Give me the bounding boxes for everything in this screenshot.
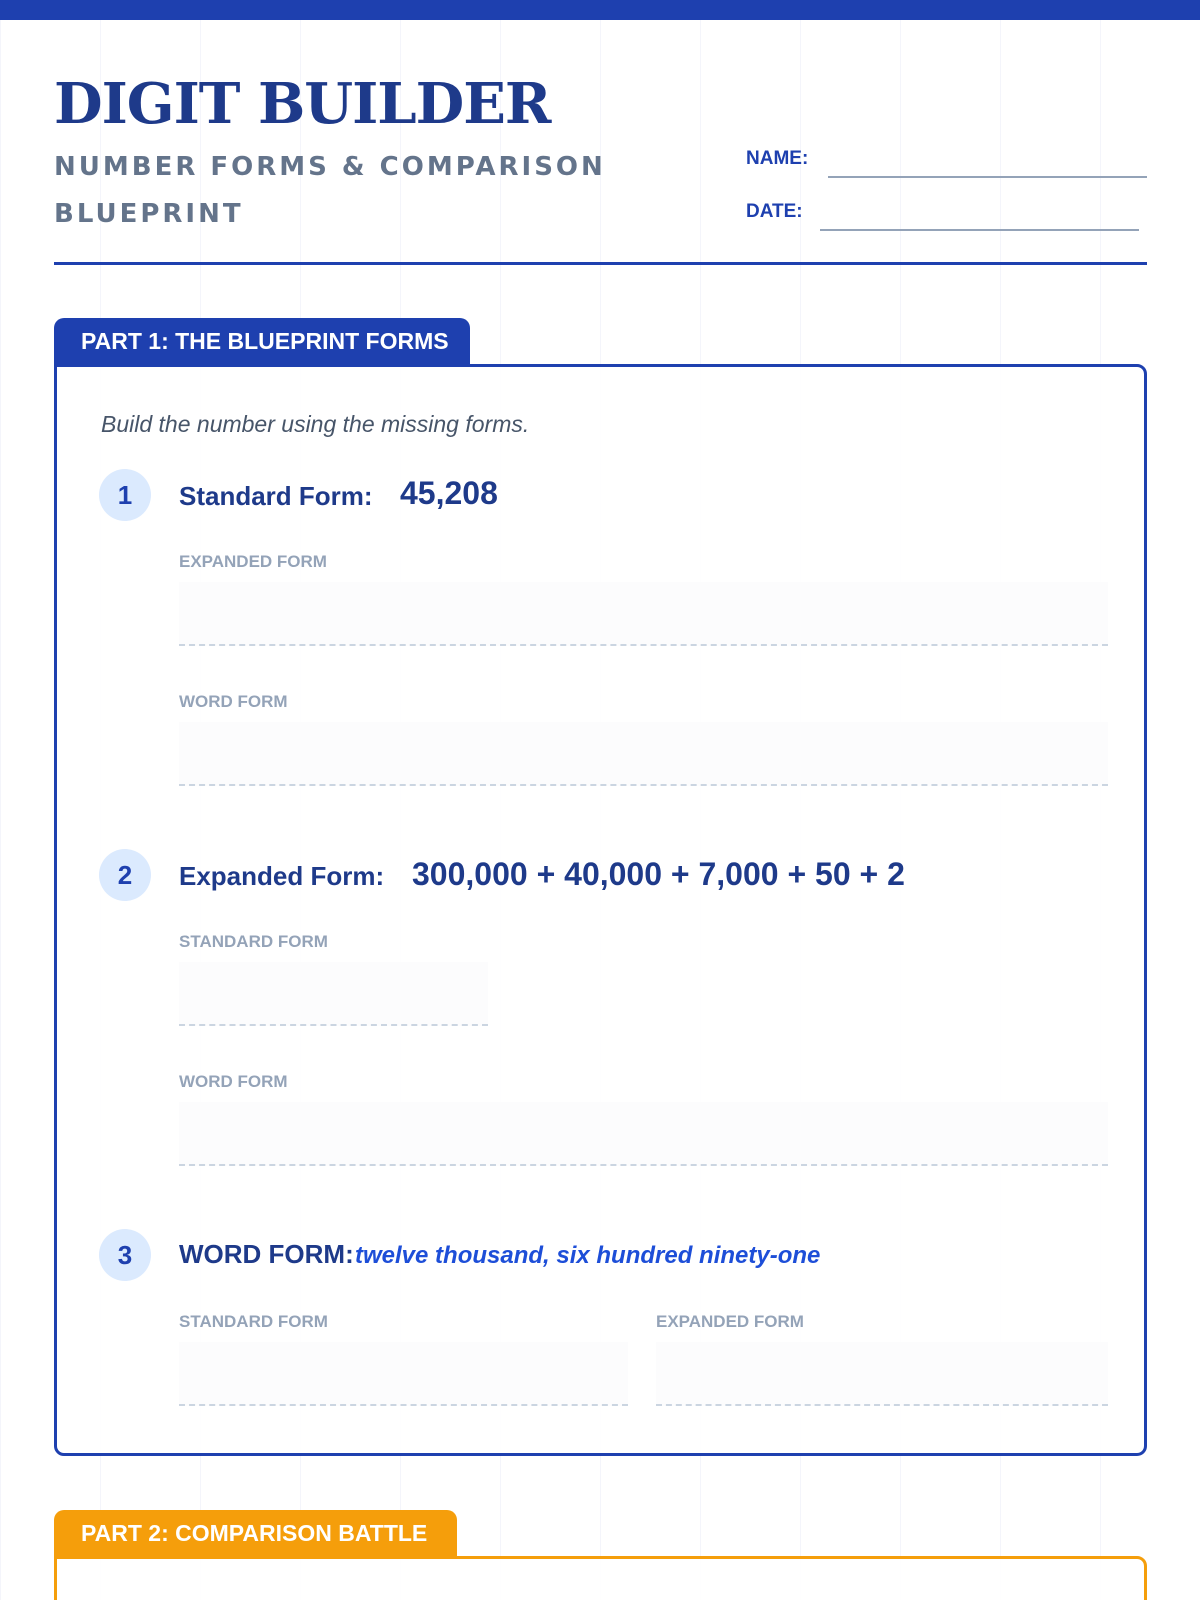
answer-label-expanded-form: EXPANDED FORM xyxy=(656,1312,804,1331)
problem-given-value: twelve thousand, six hundred ninety-one xyxy=(355,1242,821,1269)
part1-section xyxy=(54,364,1147,1456)
problem-number-badge: 1 xyxy=(99,469,151,521)
answer-label-expanded-form: EXPANDED FORM xyxy=(179,552,327,571)
worksheet-header xyxy=(54,72,1147,265)
answer-box-expanded-form[interactable] xyxy=(179,582,1108,646)
date-input-line[interactable] xyxy=(820,229,1139,231)
part1-tab: PART 1: THE BLUEPRINT FORMS xyxy=(54,318,470,364)
problem-given-value: 300,000 + 40,000 + 7,000 + 50 + 2 xyxy=(412,856,905,892)
problem-3 xyxy=(57,1229,1144,1429)
name-label: NAME: xyxy=(746,148,809,169)
answer-box-standard-form[interactable] xyxy=(179,962,488,1026)
answer-box-expanded-form[interactable] xyxy=(656,1342,1108,1406)
name-field-row xyxy=(746,144,1147,184)
part2-section xyxy=(54,1556,1147,1600)
problem-1 xyxy=(57,469,1144,799)
problem-number-badge: 3 xyxy=(99,1229,151,1281)
answer-label-word-form: WORD FORM xyxy=(179,1072,288,1091)
worksheet-title: DIGIT BUILDER xyxy=(54,71,551,137)
date-field-row xyxy=(746,197,1147,237)
answer-box-word-form[interactable] xyxy=(179,722,1108,786)
answer-label-standard-form: STANDARD FORM xyxy=(179,932,328,951)
answer-box-word-form[interactable] xyxy=(179,1102,1108,1166)
problem-label: Expanded Form: xyxy=(179,861,385,891)
name-input-line[interactable] xyxy=(828,176,1147,178)
answer-label-standard-form: STANDARD FORM xyxy=(179,1312,328,1331)
top-accent-bar xyxy=(0,0,1200,20)
problem-label: Standard Form: xyxy=(179,481,373,511)
date-label: DATE: xyxy=(746,201,803,222)
problem-given-value: 45,208 xyxy=(400,475,498,511)
worksheet-subtitle: NUMBER FORMS & COMPARISON BLUEPRINT xyxy=(54,152,606,229)
answer-box-standard-form[interactable] xyxy=(179,1342,628,1406)
part2-tab: PART 2: COMPARISON BATTLE xyxy=(54,1510,457,1556)
answer-label-word-form: WORD FORM xyxy=(179,692,288,711)
problem-2 xyxy=(57,849,1144,1179)
problem-label: WORD FORM: xyxy=(179,1239,354,1269)
problem-number-badge: 2 xyxy=(99,849,151,901)
part1-instruction: Build the number using the missing forms. xyxy=(101,411,530,437)
